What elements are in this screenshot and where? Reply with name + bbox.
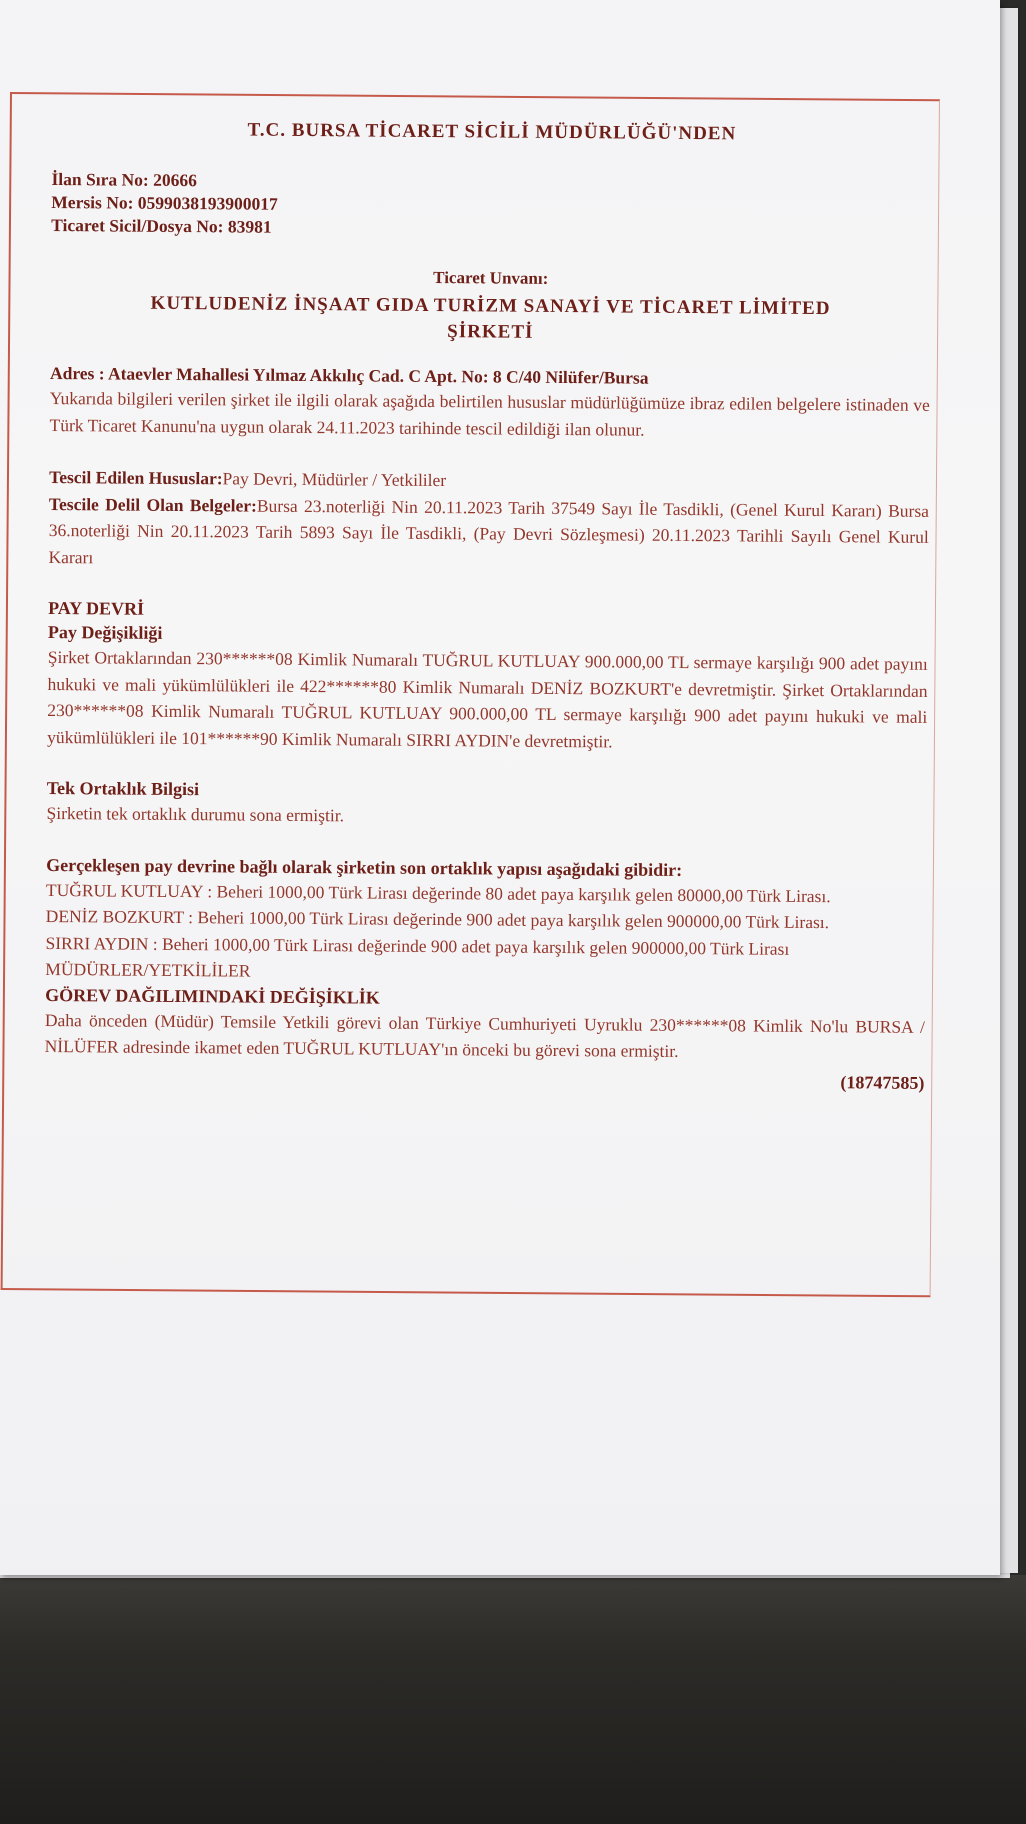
duty-change-heading: GÖREV DAĞILIMINDAKİ DEĞİŞİKLİK	[45, 984, 380, 1008]
single-partner-heading: Tek Ortaklık Bilgisi	[46, 777, 200, 800]
share-transfer-heading: PAY DEVRİ	[48, 597, 145, 619]
partnership-structure-heading: Gerçekleşen pay devrine bağlı olarak şirketin son ortaklık yapısı aşağıdaki gibidir:	[46, 854, 683, 880]
registration-subjects-text: Pay Devri, Müdürler / Yetkililer	[222, 468, 447, 491]
notice-reference: (18747585)	[840, 1071, 925, 1093]
share-transfer-text: Şirket Ortaklarından 230******08 Kimlik Numaralı TUĞRUL KUTLUAY 900.000,00 TL sermaye karşılığı 900 adet payını hukuki ve mali yükümlülükleri ile 422******80 Kimlik Numaralı DENİZ BOZKURT'e devretmiştir. Şirket Ortaklarından 230******08 Kimlik Numaralı TUĞRUL KUTLUAY 900.000,00 TL sermaye karşılığı 900 adet payını hukuki ve mali yükümlülükleri ile 101******90 Kimlik Numaralı SIRRI AYDIN'e devretmiştir.	[47, 646, 928, 751]
background-floor	[0, 1575, 1026, 1824]
notice-content	[44, 118, 932, 1111]
company-name-line1: KUTLUDENİZ İNŞAAT GIDA TURİZM SANAYİ VE TİCARET LİMİTED	[150, 292, 831, 320]
partner-item: TUĞRUL KUTLUAY : Beheri 1000,00 Türk Lirası değerinde 80 adet paya karşılık gelen 80000,00 Türk Lirası.	[45, 879, 831, 906]
company-name-line2: ŞİRKETİ	[447, 321, 534, 343]
company-address: Adres : Ataevler Mahallesi Yılmaz Akkılıç Cad. C Apt. No: 8 C/40 Nilüfer/Bursa	[49, 362, 649, 388]
duty-change-text: Daha önceden (Müdür) Temsile Yetkili görevi olan Türkiye Cumhuriyeti Uyruklu 230******08 Kimlik No'lu BURSA / NİLÜFER adresinde ikamet eden TUĞRUL KUTLUAY'ın önceki bu görevi sona ermiştir.	[44, 1009, 925, 1061]
notice-title: T.C. BURSA TİCARET SİCİLİ MÜDÜRLÜĞÜ'NDEN	[247, 119, 737, 145]
registration-subjects-label: Tescil Edilen Hususlar:	[49, 466, 223, 489]
single-partner-text: Şirketin tek ortaklık durumu sona ermiştir.	[46, 802, 345, 826]
registry-number: Ticaret Sicil/Dosya No: 83981	[51, 214, 272, 237]
ilan-number: İlan Sıra No: 20666	[51, 168, 197, 191]
registration-documents-label: Tescile Delil Olan Belgeler:	[48, 493, 257, 516]
notice-meta	[51, 168, 932, 244]
mersis-number: Mersis No: 0599038193900017	[51, 191, 278, 214]
partner-item: DENİZ BOZKURT : Beheri 1000,00 Türk Lirası değerinde 900 adet paya karşılık gelen 900000,00 Türk Lirası.	[45, 905, 830, 933]
registration-documents-text: Bursa 23.noterliği Nin 20.11.2023 Tarih 37549 Sayı İle Tasdikli, (Genel Kurul Kararı) Bursa 36.noterliği Nin 20.11.2023 Tarih 5893 Sayı İle Tasdikli, (Pay Devri Sözleşmesi) 20.11.2023 Tarihli Sayılı Genel Kurul Kararı	[48, 495, 930, 567]
partner-item: SIRRI AYDIN : Beheri 1000,00 Türk Lirası değerinde 900 adet paya karşılık gelen 900000,00 Türk Lirası	[45, 932, 790, 959]
company-label: Ticaret Unvanı:	[433, 267, 549, 288]
share-change-subheading: Pay Değişikliği	[47, 621, 163, 643]
company-block	[50, 263, 931, 349]
managers-label: MÜDÜRLER/YETKİLİLER	[45, 958, 251, 981]
registration-documents	[48, 490, 929, 576]
notice-intro: Yukarıda bilgileri verilen şirket ile ilgili olarak aşağıda belirtilen hususlar müdürlüğümüze ibraz edilen belgelere istinaden ve Türk Ticaret Kanunu'na uygun olarak 24.11.2023 tarihinde tescil edildiği ilan olunur.	[49, 387, 930, 440]
